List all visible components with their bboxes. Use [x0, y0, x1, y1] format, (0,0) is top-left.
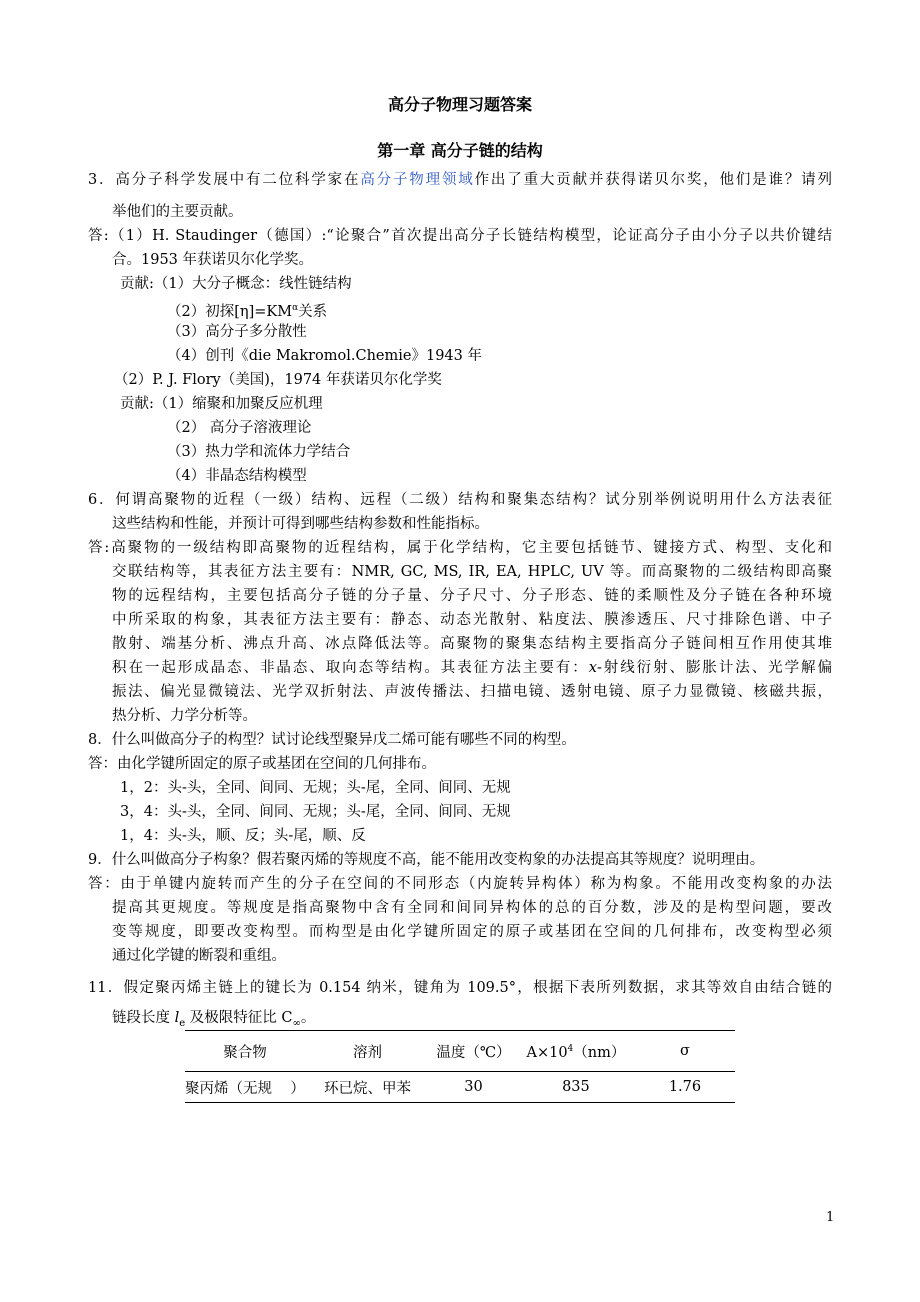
table-row [185, 1072, 735, 1103]
answer-8-line-2: 1，2：头-头，全同、间同、无规；头-尾，全同、间同、无规 [120, 780, 511, 796]
data-table [185, 1030, 735, 1103]
table-cell-polymer: 聚丙烯（无规 ） [185, 1072, 305, 1103]
chapter-title: 第一章 高分子链的结构 [377, 141, 543, 160]
formula-sup: α [292, 303, 299, 313]
symbol-l: l [174, 1010, 180, 1026]
answer-6-line-8: 热分析、力学分析等。 [112, 708, 257, 724]
answer-6-line-5: 散射、端基分析、沸点升高、冰点降低法等。高聚物的聚集态结构主要指高分子链间相互作用使其堆 [112, 636, 832, 652]
answer-9-line-1: 答：由于单键内旋转而产生的分子在空间的不同形态（内旋转异构体）称为构象。不能用改变构象的办法 [88, 876, 832, 892]
answer-9-line-4: 通过化学键的断裂和重组。 [112, 948, 286, 964]
header-a-unit: （nm） [573, 1044, 626, 1061]
question-8-line-1: 8．什么叫做高分子的构型？试讨论线型聚异戊二烯可能有哪些不同的构型。 [88, 732, 576, 748]
table-header-row [185, 1031, 735, 1072]
answer-3-line-2: 合。1953 年获诺贝尔化学奖。 [112, 252, 314, 268]
formula-text: （2）初探[η]=KM [167, 303, 293, 320]
answer-6-line-7: 振法、偏光显微镜法、光学双折射法、声波传播法、扫描电镜、透射电镜、原子力显微镜、核磁共振， [112, 684, 832, 700]
table-cell-temperature: 30 [430, 1072, 517, 1103]
question-9-line-1: 9．什么叫做高分子构象？假若聚丙烯的等规度不高，能不能用改变构象的办法提高其等规度？说明理由。 [88, 852, 765, 868]
answer-8-line-1: 答：由化学键所固定的原子或基团在空间的几何排布。 [88, 756, 436, 772]
question-11-line-1: 11．假定聚丙烯主链上的键长为 0.154 纳米，键角为 109.5°，根据下表所列数据，求其等效自由结合链的 [88, 980, 832, 996]
symbol-inf-sub: ∞ [292, 1017, 301, 1029]
table-header-temperature: 温度（℃） [430, 1031, 517, 1072]
table-header-sigma: σ [635, 1031, 735, 1072]
answer-3-person-2: （2）P. J. Flory（美国)，1974 年获诺贝尔化学奖 [114, 372, 442, 388]
question-3-line-1 [88, 170, 832, 190]
table-cell-a: 835 [517, 1072, 635, 1103]
answer-6-line-1: 答:高聚物的一级结构即高聚物的近程结构，属于化学结构，它主要包括链节、键接方式、构型、支化和 [88, 540, 832, 556]
page-number: 1 [826, 1210, 835, 1225]
q11-text: 链段长度 [112, 1010, 175, 1026]
answer-3-contrib-2-2: （2） 高分子溶液理论 [167, 420, 312, 436]
question-3-line-2: 举他们的主要贡献。 [112, 204, 243, 220]
answer-6-text-cont: -射线衍射、膨胀计法、光学解偏 [596, 660, 832, 676]
header-a-sup: 4 [567, 1043, 574, 1054]
answer-6-text: 积在一起形成晶态、非晶态、取向态等结构。其表征方法主要有： [112, 660, 589, 676]
answer-6-line-2: 交联结构等，其表征方法主要有：NMR, GC, MS, IR, EA, HPLC, UV 等。而高聚物的二级结构即高聚 [112, 564, 832, 580]
q11-text-end: 。 [300, 1010, 316, 1026]
answer-6-line-3: 物的远程结构，主要包括高分子链的分子量、分子尺寸、分子形态、链的柔顺性及分子链在各种环境 [112, 588, 832, 604]
table-cell-sigma: 1.76 [635, 1072, 735, 1103]
question-6-line-1: 6．何谓高聚物的近程（一级）结构、远程（二级）结构和聚集态结构？试分别举例说明用什么方法表征 [88, 492, 832, 508]
question-3-text: 3．高分子科学发展中有二位科学家在 [88, 172, 361, 188]
answer-3-contrib-1-2 [167, 298, 327, 322]
table-cell-solvent: 环已烷、甲苯 [305, 1072, 430, 1103]
answer-3-contrib-2-3: （3）热力学和流体力学结合 [167, 444, 351, 460]
answer-9-line-3: 变等规度，即要改变构型。而构型是由化学键所固定的原子或基团在空间的几何排布，改变构型必须 [112, 924, 832, 940]
table-header-polymer: 聚合物 [185, 1031, 305, 1072]
question-6-line-2: 这些结构和性能，并预计可得到哪些结构参数和性能指标。 [112, 516, 489, 532]
answer-3-contrib-2-1: 贡献:（1）缩聚和加聚反应机理 [120, 396, 323, 412]
answer-3-contrib-1-1: 贡献:（1）大分子概念：线性链结构 [120, 276, 352, 292]
formula-text-after: 关系 [298, 303, 328, 320]
italic-x: x [588, 660, 597, 676]
answer-9-line-2: 提高其更规度。等规度是指高聚物中含有全同和间同异构体的总的百分数，涉及的是构型问题，要改 [112, 900, 832, 916]
answer-3-contrib-1-3: （3）高分子多分散性 [167, 324, 307, 340]
answer-8-line-3: 3，4：头-头，全同、间同、无规；头-尾，全同、间同、无规 [120, 804, 511, 820]
answer-6-line-6 [112, 658, 832, 678]
document-title: 高分子物理习题答案 [387, 95, 532, 114]
answer-3-contrib-1-4: （4）创刊《die Makromol.Chemie》1943 年 [167, 348, 482, 364]
answer-3-contrib-2-4: （4）非晶态结构模型 [167, 468, 307, 484]
link-polymer-physics[interactable]: 高分子物理领域 [360, 172, 475, 188]
answer-3-line-1: 答:（1）H. Staudinger（德国）:“论聚合”首次提出高分子长链结构模型，论证高分子由小分子以共价键结 [88, 228, 832, 244]
table-header-solvent: 溶剂 [305, 1031, 430, 1072]
answer-6-line-4: 中所采取的构象，其表征方法主要有：静态、动态光散射、粘度法、膜渗透压、尺寸排除色谱、中子 [112, 612, 832, 628]
table-header-a [517, 1031, 635, 1072]
symbol-e-sub: e [179, 1017, 186, 1029]
q11-text-cont: 及极限特征比 C [185, 1010, 293, 1026]
question-3-text-cont: 作出了重大贡献并获得诺贝尔奖，他们是谁？请列 [474, 172, 832, 188]
header-a-text: A×10 [526, 1044, 568, 1061]
answer-8-line-4: 1，4：头-头，顺、反；头-尾，顺、反 [120, 828, 366, 844]
